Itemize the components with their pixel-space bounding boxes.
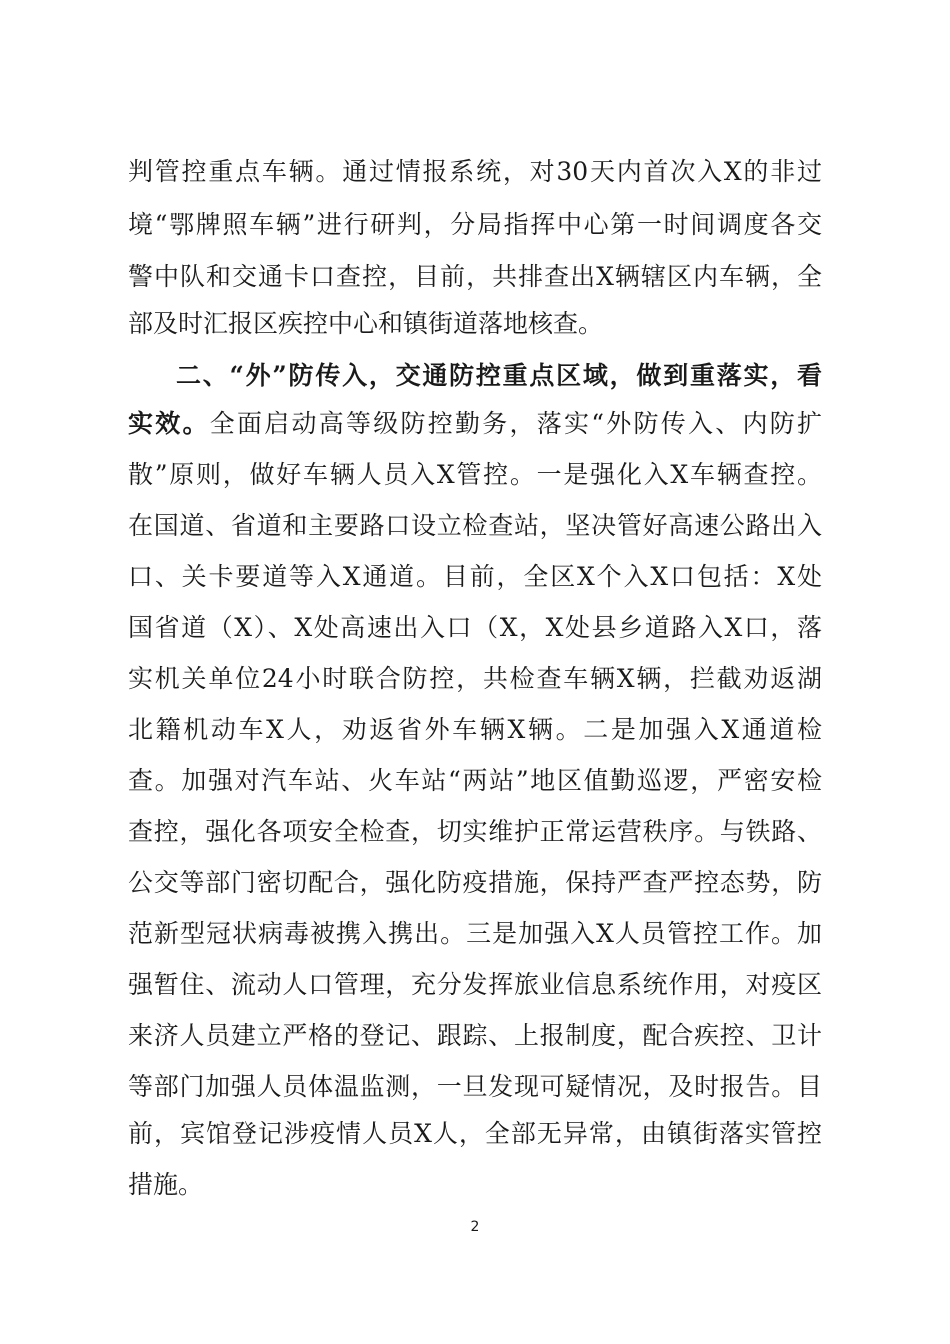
paragraph-2-line-16: 前，宾馆登记涉疫情人员X人，全部无异常，由镇街落实管控 (128, 1119, 822, 1148)
paragraph-2-line-14: 来济人员建立严格的登记、跟踪、上报制度，配合疾控、卫计 (128, 1021, 822, 1050)
paragraph-2-line-17: 措施。 (128, 1170, 204, 1199)
paragraph-1-line-3: 警中队和交通卡口查控，目前，共排查出X辆辖区内车辆，全 (128, 262, 822, 291)
paragraph-2-line-13: 强暂住、流动人口管理，充分发挥旅业信息系统作用，对疫区 (128, 970, 822, 999)
section-heading-line-2 (128, 408, 822, 440)
paragraph-1-line-4: 部及时汇报区疾控中心和镇街道落地核查。 (128, 309, 604, 338)
paragraph-2-line-8: 北籍机动车X人，劝返省外车辆X辆。二是加强入X通道检 (128, 715, 822, 744)
section-heading-tail: 实效。 (128, 409, 210, 438)
section-heading-line-1: 二、“外”防传入，交通防控重点区域，做到重落实，看 (176, 361, 822, 390)
paragraph-2-line-11: 公交等部门密切配合，强化防疫措施，保持严查严控态势，防 (128, 868, 822, 897)
paragraph-2-line-4: 在国道、省道和主要路口设立检查站，坚决管好高速公路出入 (128, 511, 822, 540)
paragraph-2-line-7: 实机关单位24小时联合防控，共检查车辆X辆，拦截劝返湖 (128, 664, 822, 693)
paragraph-2-line-10: 查控，强化各项安全检查，切实维护正常运营秩序。与铁路、 (128, 817, 822, 846)
paragraph-2-line-6: 国省道（X）、X处高速出入口（X，X处县乡道路入X口，落 (128, 613, 822, 642)
paragraph-2-line-12: 范新型冠状病毒被携入携出。三是加强入X人员管控工作。加 (128, 919, 822, 948)
paragraph-1-line-2: 境“鄂牌照车辆”进行研判，分局指挥中心第一时间调度各交 (128, 210, 822, 239)
paragraph-2-line-9: 查。加强对汽车站、火车站“两站”地区值勤巡逻，严密安检 (128, 766, 822, 795)
paragraph-2-line-5: 口、关卡要道等入X通道。目前，全区X个入X口包括：X处 (128, 562, 822, 591)
paragraph-2-line-2-text: 全面启动高等级防控勤务，落实“外防传入、内防扩 (209, 409, 822, 438)
paragraph-2-line-15: 等部门加强人员体温监测，一旦发现可疑情况，及时报告。目 (128, 1072, 822, 1101)
paragraph-1-line-1: 判管控重点车辆。通过情报系统，对30天内首次入X的非过 (128, 157, 822, 186)
paragraph-2-line-3: 散”原则，做好车辆人员入X管控。一是强化入X车辆查控。 (128, 460, 822, 489)
page-number: 2 (470, 1219, 480, 1235)
